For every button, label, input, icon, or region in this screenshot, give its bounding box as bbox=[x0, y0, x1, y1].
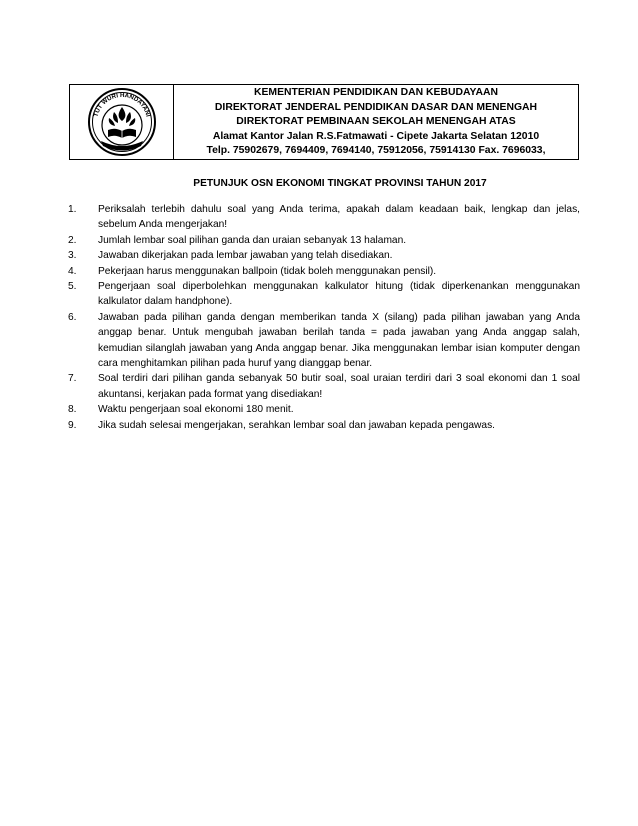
document-title: PETUNJUK OSN EKONOMI TINGKAT PROVINSI TAHUN 2017 bbox=[193, 178, 487, 189]
list-item-text: Jumlah lembar soal pilihan ganda dan uraian sebanyak 13 halaman. bbox=[98, 234, 407, 246]
list-item-number: 2. bbox=[68, 234, 77, 246]
list-item bbox=[68, 202, 580, 233]
list-item-number: 1. bbox=[68, 204, 77, 215]
office-phone-fax: Telp. 75902679, 7694409, 7694140, 75912056, 75914130 Fax. 7696033, bbox=[206, 145, 546, 157]
list-item bbox=[68, 233, 580, 248]
directorate-name: DIREKTORAT PEMBINAAN SEKOLAH MENENGAH ATAS bbox=[236, 116, 516, 128]
list-item-number: 9. bbox=[68, 419, 77, 431]
list-item bbox=[68, 418, 580, 433]
list-item-number: 5. bbox=[68, 281, 77, 293]
list-item bbox=[68, 310, 580, 372]
list-item bbox=[68, 371, 580, 402]
list-item-number: 6. bbox=[68, 311, 77, 323]
list-item-text: Waktu pengerjaan soal ekonomi 180 menit. bbox=[98, 404, 294, 416]
list-item-number: 4. bbox=[68, 265, 77, 277]
letterhead-text bbox=[174, 85, 578, 159]
letterhead bbox=[69, 84, 579, 160]
list-item-text: Pengerjaan soal diperbolehkan menggunakan kalkulator hitung (tidak diperkenankan menggunakan kalkulator dalam handphone). bbox=[98, 281, 580, 308]
list-item-number: 7. bbox=[68, 373, 77, 385]
instruction-list bbox=[68, 202, 580, 433]
list-item bbox=[68, 402, 580, 417]
list-item-text: Jawaban dikerjakan pada lembar jawaban yang telah disediakan. bbox=[98, 250, 393, 262]
tut-wuri-handayani-emblem-icon bbox=[85, 87, 159, 157]
list-item-text: Periksalah terlebih dahulu soal yang Anda terima, apakah dalam keadaan baik, lengkap dan jelas, sebelum Anda mengerjakan! bbox=[98, 204, 580, 231]
list-item-number: 8. bbox=[68, 404, 77, 416]
ministry-name: KEMENTERIAN PENDIDIKAN DAN KEBUDAYAAN bbox=[253, 87, 498, 99]
list-item bbox=[68, 248, 580, 263]
list-item-text: Soal terdiri dari pilihan ganda sebanyak 50 butir soal, soal uraian terdiri dari 3 soal ekonomi dan 1 soal akuntansi, kerjakan pada format yang disediakan! bbox=[98, 373, 580, 400]
list-item-text: Jawaban pada pilihan ganda dengan memberikan tanda X (silang) pada pilihan jawaban yang Anda anggap benar. Untuk mengubah jawaban berilah tanda = pada jawaban yang Anda anggap salah, kemudian silanglah jawaban yang Anda anggap benar. Jika menggunakan lembar isian komputer dengan cara menghitamkan pilihan pada huruf yang dianggap benar. bbox=[98, 311, 580, 370]
directorate-general-name: DIREKTORAT JENDERAL PENDIDIKAN DASAR DAN MENENGAH bbox=[214, 101, 538, 113]
list-item-text: Pekerjaan harus menggunakan ballpoin (tidak boleh menggunakan pensil). bbox=[98, 265, 437, 277]
list-item bbox=[68, 279, 580, 310]
logo-cell bbox=[70, 85, 174, 159]
logo-text: TUT WURI HANDAYANI bbox=[92, 91, 151, 118]
list-item bbox=[68, 264, 580, 279]
list-item-text: Jika sudah selesai mengerjakan, serahkan lembar soal dan jawaban kepada pengawas. bbox=[98, 419, 495, 431]
list-item-number: 3. bbox=[68, 250, 77, 262]
office-address: Alamat Kantor Jalan R.S.Fatmawati - Cipete Jakarta Selatan 12010 bbox=[212, 130, 540, 142]
